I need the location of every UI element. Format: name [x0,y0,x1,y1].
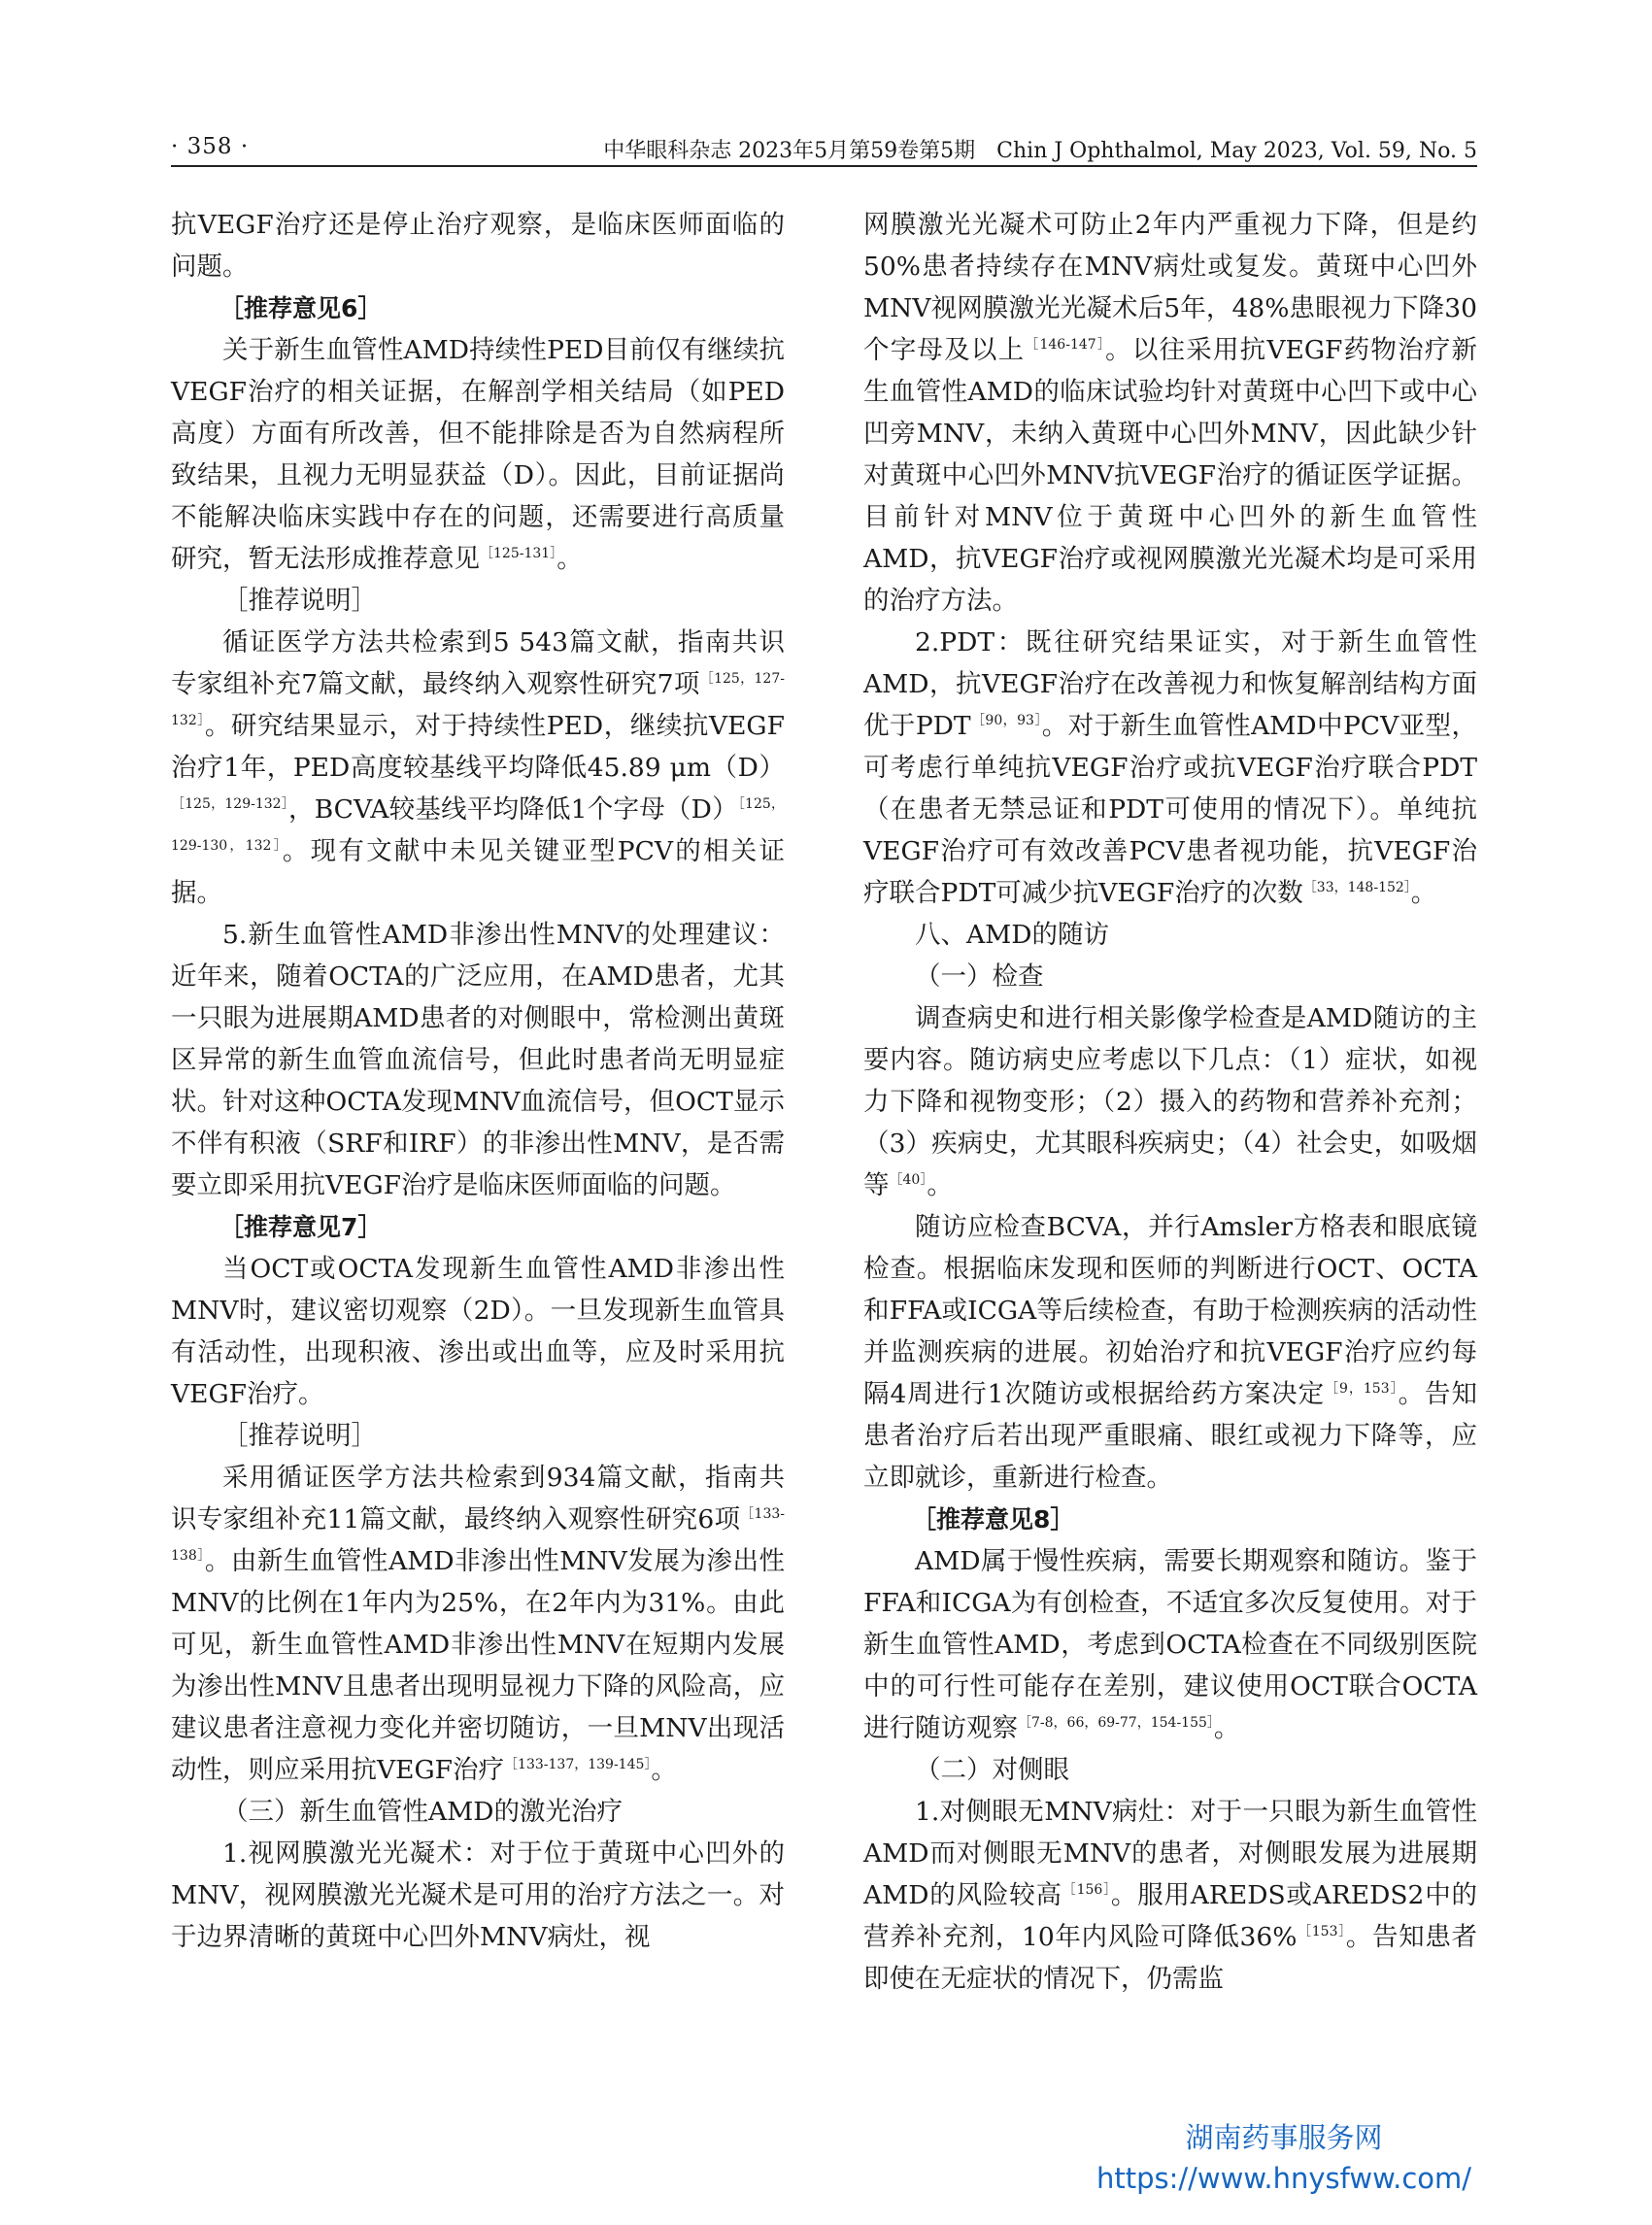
section-heading [863,914,1477,956]
section-heading [863,1749,1477,1791]
text-run: 。 [556,544,583,574]
citation-ref: ［9，153］ [1325,1381,1399,1397]
citation-ref: ［125，129-130，132］ [171,796,785,854]
text-run: 。 [1213,1713,1240,1743]
citation-ref: ［125，129-132］ [171,796,288,812]
left-column [171,204,785,1958]
text-run: ［推荐意见7］ [219,1213,383,1241]
page-number: · 358 · [171,134,250,159]
body-paragraph [171,1248,785,1415]
citation-ref: ［125，127-132］ [171,671,785,728]
recommendation-heading [171,1206,785,1248]
citation-ref: ［40］ [889,1172,927,1188]
right-column [863,204,1477,2000]
watermark-url: https://www.hnysfww.com/ [1096,2162,1472,2195]
body-paragraph [171,914,785,1206]
citation-ref: ［153］ [1297,1924,1346,1939]
text-run: 2.PDT：既往研究结果证实，对于新生血管性AMD，抗VEGF治疗在改善视力和恢复解剖结构方面优于PDT [863,627,1477,741]
journal-citation: 中华眼科杂志 2023年5月第59卷第5期 Chin J Ophthalmol, May 2023, Vol. 59, No. 5 [603,139,1477,163]
recommendation-heading [863,1499,1477,1540]
body-paragraph [171,622,785,914]
body-paragraph [171,204,785,287]
text-run: 1.视网膜激光光凝术：对于位于黄斑中心凹外的MNV，视网膜激光光凝术是可用的治疗方法之一。对于边界清晰的黄斑中心凹外MNV病灶，视 [171,1838,785,1952]
watermark-site-name: 湖南药事服务网 [1185,2121,1383,2154]
text-run: 采用循证医学方法共检索到934篇文献，指南共识专家组补充11篇文献，最终纳入观察性研究6项 [171,1463,785,1534]
text-run: 网膜激光光凝术可防止2年内严重视力下降，但是约50%患者持续存在MNV病灶或复发。黄斑中心凹外MNV视网膜激光光凝术后5年，48%患眼视力下降30个字母及以上 [863,210,1477,365]
text-run: 。现有文献中未见关键亚型PCV的相关证据。 [171,836,785,908]
section-heading [171,1415,785,1457]
section-heading [863,956,1477,997]
text-run: ［推荐说明］ [222,1421,377,1451]
text-run: ，BCVA较基线平均降低1个字母（D） [288,794,738,825]
citation-ref: ［7-8，66，69-77，154-155］ [1018,1715,1214,1731]
text-run: 当OCT或OCTA发现新生血管性AMD非渗出性MNV时，建议密切观察（2D）。一旦发现新生血管具有活动性，出现积液、渗出或出血等，应及时采用抗VEGF治疗。 [171,1254,785,1409]
recommendation-heading [171,287,785,329]
body-paragraph [863,622,1477,914]
text-run: 关于新生血管性AMD持续性PED目前仅有继续抗VEGF治疗的相关证据，在解剖学相关结局（如PED高度）方面有所改善，但不能排除是否为自然病程所致结果，且视力无明显获益（D）。因此，目前证据尚不能解决临床实践中存在的问题，还需要进行高质量研究，暂无法形成推荐意见 [171,335,785,574]
text-run: （二）对侧眼 [915,1755,1069,1785]
text-run: 。由新生血管性AMD非渗出性MNV发展为渗出性MNV的比例在1年内为25%，在2年内为31%。由此可见，新生血管性AMD非渗出性MNV在短期内发展为渗出性MNV且患者出现明显视力下降的风险高，应建议患者注意视力变化并密切随访，一旦MNV出现活动性，则应采用抗VEGF治疗 [171,1546,785,1785]
citation-ref: ［133-137，139-145］ [504,1757,652,1772]
body-paragraph [171,1457,785,1791]
body-paragraph [863,1206,1477,1499]
text-run: 循证医学方法共检索到5 543篇文献，指南共识专家组补充7篇文献，最终纳入观察性研究7项 [171,627,785,699]
text-run: 八、AMD的随访 [915,920,1110,950]
body-paragraph [863,997,1477,1206]
running-header [171,134,1477,167]
body-paragraph [863,204,1477,622]
text-run: 随访应检查BCVA，并行Amsler方格表和眼底镜检查。根据临床发现和医师的判断进行OCT、OCTA和FFA或ICGA等后续检查，有助于检测疾病的活动性并监测疾病的进展。初始治疗和抗VEGF治疗应约每隔4周进行1次随访或根据给药方案决定 [863,1212,1477,1409]
citation-ref: ［146-147］ [1025,337,1106,353]
citation-ref: ［156］ [1062,1882,1111,1898]
text-run: 。以往采用抗VEGF药物治疗新生血管性AMD的临床试验均针对黄斑中心凹下或中心凹旁MNV，未纳入黄斑中心凹外MNV，因此缺少针对黄斑中心凹外MNV抗VEGF治疗的循证医学证据。目前针对MNV位于黄斑中心凹外的新生血管性AMD，抗VEGF治疗或视网膜激光光凝术均是可采用的治疗方法。 [863,335,1477,616]
body-paragraph [863,1791,1477,2000]
body-paragraph [171,329,785,580]
text-run: 抗VEGF治疗还是停止治疗观察，是临床医师面临的问题。 [171,210,785,282]
text-run: 。研究结果显示，对于持续性PED，继续抗VEGF治疗1年，PED高度较基线平均降低45.89 μm（D） [171,711,785,783]
text-run: 。对于新生血管性AMD中PCV亚型，可考虑行单纯抗VEGF治疗或抗VEGF治疗联合PDT（在患者无禁忌证和PDT可使用的情况下）。单纯抗VEGF治疗可有效改善PCV患者视功能，抗VEGF治疗联合PDT可减少抗VEGF治疗的次数 [863,711,1477,908]
text-run: 5.新生血管性AMD非渗出性MNV的处理建议：近年来，随着OCTA的广泛应用，在AMD患者，尤其一只眼为进展期AMD患者的对侧眼中，常检测出黄斑区异常的新生血管血流信号，但此时患者尚无明显症状。针对这种OCTA发现MNV血流信号，但OCT显示不伴有积液（SRF和IRF）的非渗出性MNV，是否需要立即采用抗VEGF治疗是临床医师面临的问题。 [171,920,785,1200]
text-run: 。 [927,1170,953,1200]
text-run: 。 [651,1755,677,1785]
text-run: AMD属于慢性疾病，需要长期观察和随访。鉴于FFA和ICGA为有创检查，不适宜多次反复使用。对于新生血管性AMD，考虑到OCTA检查在不同级别医院中的可行性可能存在差别，建议使用OCT联合OCTA进行随访观察 [863,1546,1477,1743]
citation-ref: ［33，148-152］ [1302,880,1411,895]
citation-ref: ［133-138］ [171,1506,785,1564]
citation-ref: ［90，93］ [970,713,1042,728]
body-paragraph [863,1540,1477,1749]
section-heading [171,580,785,622]
text-run: 。服用AREDS或AREDS2中的营养补充剂，10年内风险可降低36% [863,1880,1477,1952]
citation-ref: ［125-131］ [480,546,557,561]
text-run: ［推荐说明］ [222,586,377,616]
body-paragraph [171,1833,785,1958]
section-heading [171,1791,785,1833]
text-run: 1.对侧眼无MNV病灶：对于一只眼为新生血管性AMD而对侧眼无MNV的患者，对侧眼发展为进展期AMD的风险较高 [863,1797,1477,1910]
text-run: （三）新生血管性AMD的激光治疗 [222,1797,624,1827]
text-run: 。告知患者治疗后若出现严重眼痛、眼红或视力下降等，应立即就诊，重新进行检查。 [863,1379,1477,1493]
watermark [1080,2117,1488,2199]
text-run: （一）检查 [915,961,1044,992]
text-run: 。 [1410,878,1437,908]
text-run: ［推荐意见8］ [912,1505,1075,1534]
text-run: ［推荐意见6］ [219,294,383,322]
text-run: 。告知患者即使在无症状的情况下，仍需监 [863,1922,1477,1994]
text-run: 调查病史和进行相关影像学检查是AMD随访的主要内容。随访病史应考虑以下几点：（1）症状，如视力下降和视物变形；（2）摄入的药物和营养补充剂；（3）疾病史，尤其眼科疾病史；（4）社会史，如吸烟等 [863,1003,1477,1200]
